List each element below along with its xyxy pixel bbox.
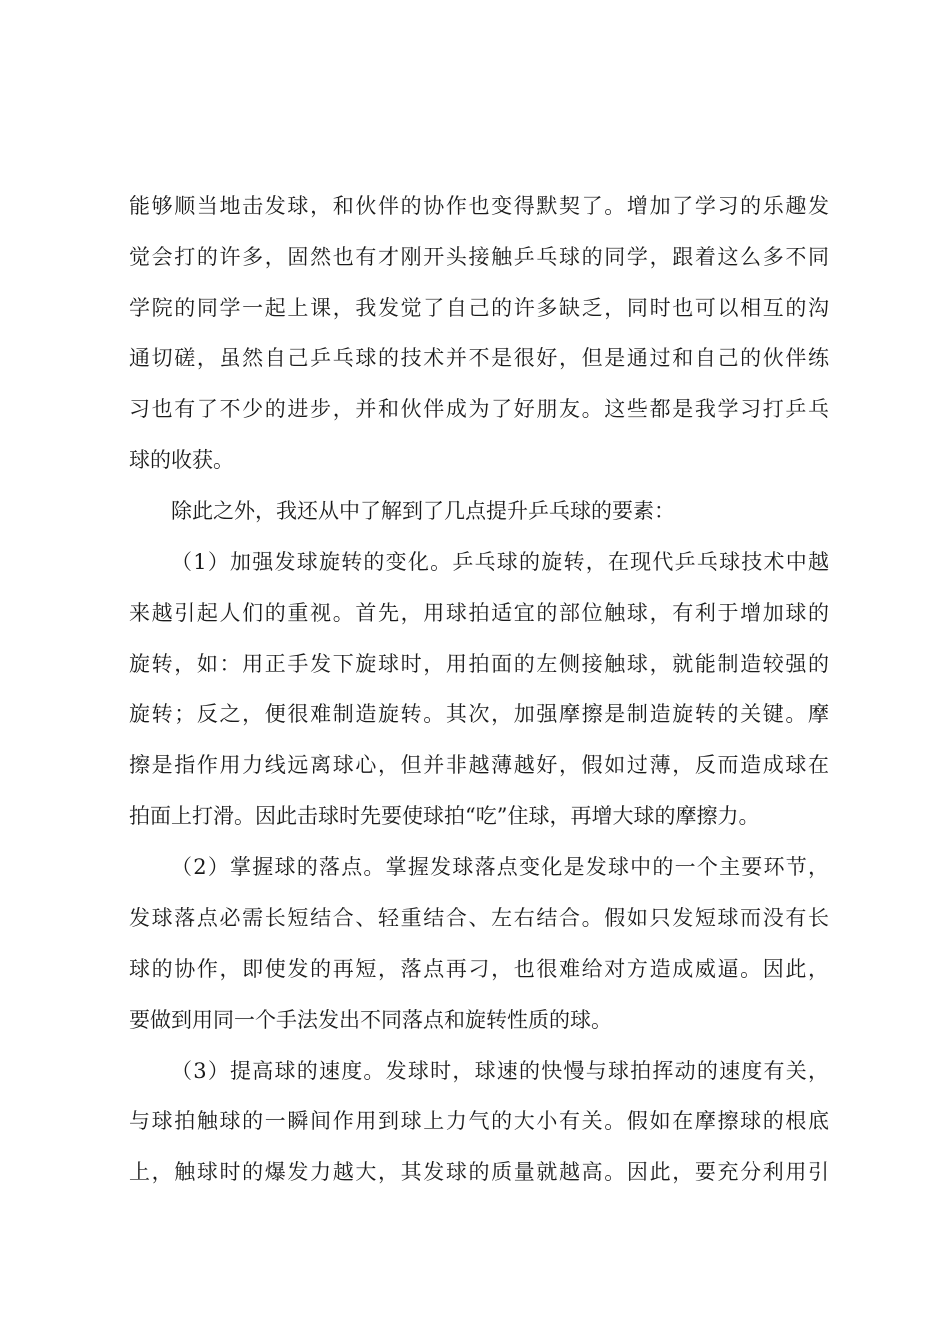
paragraph-line: 旋转，如：用正手发下旋球时，用拍面的左侧接触球，就能制造较强的: [129, 652, 829, 676]
paragraph-line: 上，触球时的爆发力越大，其发球的质量就越高。因此，要充分利用引: [129, 1160, 829, 1184]
paragraph-line: （1）加强发球旋转的变化。乒乓球的旋转，在现代乒乓球技术中越: [171, 550, 829, 574]
paragraph-line: 习也有了不少的进步，并和伙伴成为了好朋友。这些都是我学习打乒乓: [129, 397, 829, 421]
paragraph-line: 来越引起人们的重视。首先，用球拍适宜的部位触球，有利于增加球的: [129, 601, 829, 625]
paragraph-line: 除此之外，我还从中了解到了几点提升乒乓球的要素：: [171, 499, 675, 523]
paragraph-line: 擦是指作用力线远离球心，但并非越薄越好，假如过薄，反而造成球在: [129, 753, 829, 777]
paragraph-line: 旋转；反之，便很难制造旋转。其次，加强摩擦是制造旋转的关键。摩: [129, 702, 829, 726]
paragraph-line: （3）提高球的速度。发球时，球速的快慢与球拍挥动的速度有关，: [171, 1059, 829, 1083]
paragraph-line: 球的协作，即使发的再短，落点再刁，也很难给对方造成威逼。因此，: [129, 957, 829, 981]
paragraph-line: 能够顺当地击发球，和伙伴的协作也变得默契了。增加了学习的乐趣发: [129, 194, 829, 218]
paragraph-line: 发球落点必需长短结合、轻重结合、左右结合。假如只发短球而没有长: [129, 906, 829, 930]
paragraph-line: 拍面上打滑。因此击球时先要使球拍“吃”住球，再增大球的摩擦力。: [129, 804, 760, 828]
paragraph-line: 学院的同学一起上课，我发觉了自己的许多缺乏，同时也可以相互的沟: [129, 296, 829, 320]
paragraph-line: 与球拍触球的一瞬间作用到球上力气的大小有关。假如在摩擦球的根底: [129, 1109, 829, 1133]
paragraph-line: （2）掌握球的落点。掌握发球落点变化是发球中的一个主要环节，: [171, 855, 829, 879]
paragraph-line: 觉会打的许多，固然也有才刚开头接触乒乓球的同学，跟着这么多不同: [129, 245, 829, 269]
paragraph-line: 通切磋，虽然自己乒乓球的技术并不是很好，但是通过和自己的伙伴练: [129, 346, 829, 370]
paragraph-line: 要做到用同一个手法发出不同落点和旋转性质的球。: [129, 1008, 612, 1032]
paragraph-line: 球的收获。: [129, 448, 234, 472]
